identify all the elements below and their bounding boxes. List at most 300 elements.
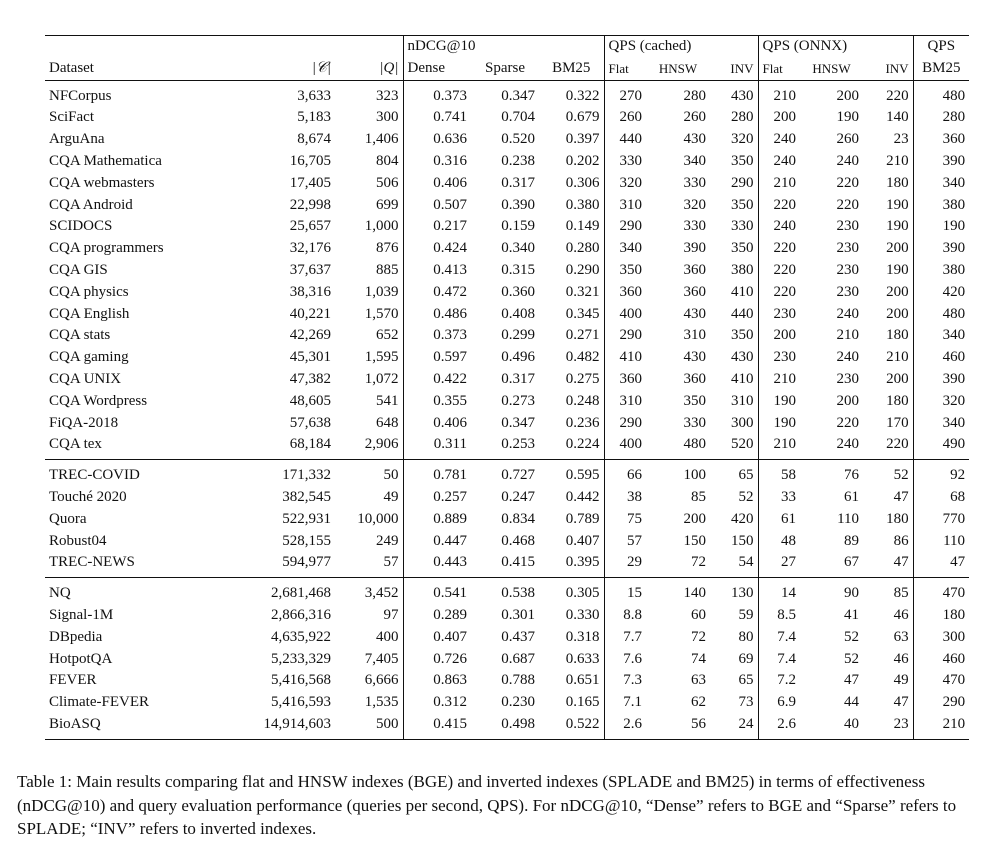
- cell-qps-cached-flat: 57: [604, 531, 646, 553]
- cell-queries: 50: [335, 460, 403, 487]
- cell-corpus-size: 45,301: [289, 349, 331, 366]
- cell-dataset: Touché 2020: [49, 488, 127, 505]
- cell-corpus-size: 22,998: [289, 196, 331, 213]
- cell-qps-cached-hnsw: 430: [683, 349, 707, 366]
- cell-qps-onnx-inv: 210: [886, 349, 909, 366]
- cell-dataset: CQA GIS: [49, 261, 108, 278]
- cell-queries: 10,000: [357, 510, 399, 527]
- cell-ndcg-sparse: 0.437: [501, 628, 535, 645]
- cell-qps-cached-inv: 54: [738, 554, 754, 571]
- cell-qps-cached-inv: 65: [710, 460, 758, 487]
- cell-qps-cached-flat: 7.6: [604, 649, 646, 671]
- cell-qps-cached-flat: 310: [604, 195, 646, 217]
- cell-ndcg-dense: 0.217: [403, 216, 471, 238]
- cell-queries: 7,405: [364, 650, 399, 667]
- cell-qps-cached-inv: 350: [731, 196, 754, 213]
- cell-qps-onnx-flat: 220: [758, 282, 800, 304]
- cell-qps-onnx-flat: 8.5: [758, 605, 800, 627]
- cell-qps-onnx-hnsw: 89: [844, 532, 860, 549]
- cell-qps-onnx-hnsw: 240: [836, 436, 860, 453]
- cell-queries: 648: [376, 414, 399, 431]
- cell-dataset: NQ: [45, 578, 215, 605]
- cell-qps-onnx-inv: 52: [863, 460, 913, 487]
- cell-qps-onnx-flat: 6.9: [758, 692, 800, 714]
- cell-qps-cached-inv: 430: [731, 87, 754, 104]
- cell-ndcg-bm25: 0.395: [565, 554, 600, 571]
- cell-corpus-size: 57,638: [289, 414, 331, 431]
- cell-corpus-size: 37,637: [289, 261, 331, 278]
- cell-queries: 400: [376, 628, 399, 645]
- cell-qps-bm25: 300: [913, 627, 969, 649]
- cell-ndcg-bm25: 0.165: [565, 694, 600, 711]
- cell-qps-onnx-hnsw: 240: [836, 349, 860, 366]
- inv-onnx-column-header: INV: [885, 60, 909, 76]
- cell-qps-cached-inv: 300: [731, 414, 754, 431]
- cell-qps-onnx-inv: 47: [893, 554, 909, 571]
- cell-ndcg-dense: 0.413: [403, 260, 471, 282]
- cell-ndcg-dense: 0.486: [403, 304, 471, 326]
- cell-qps-cached-hnsw: 56: [646, 714, 710, 739]
- cell-qps-onnx-hnsw: 240: [836, 152, 860, 169]
- cell-qps-onnx-inv: 180: [886, 174, 909, 191]
- table-row: [45, 509, 969, 531]
- cell-qps-cached-flat: 290: [604, 216, 646, 238]
- cell-queries: 804: [376, 152, 399, 169]
- cell-qps-onnx-flat: 220: [758, 238, 800, 260]
- cell-ndcg-sparse: 0.230: [501, 694, 535, 711]
- cell-corpus-size: 3,633: [297, 87, 331, 104]
- cell-qps-onnx-flat: 7.2: [758, 670, 800, 692]
- cell-qps-cached-flat: 66: [604, 460, 646, 487]
- cell-qps-onnx-inv: 23: [863, 714, 913, 739]
- cell-qps-bm25: 180: [913, 605, 969, 627]
- cell-qps-onnx-inv: 85: [863, 578, 913, 605]
- cell-dataset: FiQA-2018: [49, 414, 119, 431]
- cell-qps-cached-flat: 290: [604, 325, 646, 347]
- cell-qps-onnx-flat: 220: [758, 195, 800, 217]
- cell-corpus-size: 68,184: [289, 436, 331, 453]
- cell-qps-onnx-inv: 47: [893, 488, 909, 505]
- cell-qps-onnx-hnsw: 44: [844, 694, 860, 711]
- cell-ndcg-sparse: 0.498: [471, 714, 539, 739]
- cell-qps-cached-flat: 310: [604, 391, 646, 413]
- cell-qps-cached-hnsw: 360: [683, 370, 707, 387]
- cell-qps-bm25: 390: [913, 238, 969, 260]
- cell-qps-onnx-flat: 210: [758, 80, 800, 107]
- table-row: [45, 238, 969, 260]
- cell-queries: 1,570: [364, 305, 399, 322]
- cell-qps-cached-inv: 52: [738, 488, 754, 505]
- cell-ndcg-bm25: 0.321: [565, 283, 600, 300]
- cell-qps-cached-hnsw: 260: [683, 109, 707, 126]
- cell-ndcg-dense: 0.406: [403, 413, 471, 435]
- cell-qps-cached-flat: 340: [604, 238, 646, 260]
- cell-qps-onnx-hnsw: 230: [836, 261, 860, 278]
- cell-corpus-size: 17,405: [289, 174, 331, 191]
- table-row: [45, 195, 969, 217]
- cell-qps-cached-hnsw: 360: [683, 261, 707, 278]
- cell-qps-cached-hnsw: 280: [683, 87, 707, 104]
- cell-qps-onnx-hnsw: 230: [836, 370, 860, 387]
- table-row: [45, 282, 969, 304]
- cell-qps-cached-flat: 320: [604, 173, 646, 195]
- cell-ndcg-dense: 0.726: [403, 649, 471, 671]
- cell-qps-cached-inv: 290: [731, 174, 754, 191]
- cell-qps-cached-inv: 310: [731, 392, 754, 409]
- table-row: [45, 434, 969, 459]
- cell-ndcg-bm25: 0.522: [539, 714, 604, 739]
- cell-corpus-size: 25,657: [289, 218, 331, 235]
- table-row: [45, 692, 969, 714]
- cell-ndcg-bm25: 0.380: [565, 196, 600, 213]
- cell-corpus-size: 522,931: [282, 510, 331, 527]
- cell-qps-onnx-inv: 63: [893, 628, 909, 645]
- cell-qps-onnx-inv: 49: [893, 672, 909, 689]
- cell-qps-bm25: 360: [913, 129, 969, 151]
- table-row: [45, 304, 969, 326]
- cell-qps-onnx-flat: 210: [758, 434, 800, 459]
- cell-qps-onnx-hnsw: 230: [836, 218, 860, 235]
- cell-corpus-size: 8,674: [297, 131, 331, 148]
- cell-dataset: CQA programmers: [49, 240, 164, 257]
- cell-ndcg-sparse: 0.496: [501, 349, 535, 366]
- cell-queries: 1,000: [364, 218, 399, 235]
- cell-qps-bm25: 290: [913, 692, 969, 714]
- cell-ndcg-bm25: 0.306: [565, 174, 600, 191]
- cell-qps-onnx-inv: 140: [886, 109, 909, 126]
- cell-qps-onnx-flat: 27: [758, 552, 800, 577]
- cell-ndcg-dense: 0.889: [403, 509, 471, 531]
- cell-queries: 300: [376, 109, 399, 126]
- cell-ndcg-bm25: 0.482: [565, 349, 600, 366]
- cell-ndcg-sparse: 0.301: [501, 606, 535, 623]
- table-group-2: [45, 460, 969, 578]
- cell-queries: 1,072: [364, 370, 399, 387]
- cell-dataset: CQA tex: [49, 436, 102, 453]
- table-caption: [17, 770, 967, 841]
- cell-qps-onnx-hnsw: 260: [836, 131, 860, 148]
- cell-qps-cached-hnsw: 310: [683, 327, 707, 344]
- cell-ndcg-bm25: 0.275: [565, 370, 600, 387]
- cell-qps-onnx-hnsw: 67: [844, 554, 860, 571]
- cell-qps-onnx-hnsw: 41: [844, 606, 860, 623]
- cell-qps-onnx-hnsw: 220: [836, 414, 860, 431]
- cell-ndcg-dense: 0.541: [403, 578, 471, 605]
- cell-ndcg-dense: 0.741: [403, 107, 471, 129]
- table-row: [45, 605, 969, 627]
- cell-queries: 49: [383, 488, 399, 505]
- cell-qps-cached-inv: 150: [731, 532, 754, 549]
- cell-qps-onnx-inv: 190: [886, 261, 909, 278]
- cell-qps-cached-inv: 380: [731, 261, 754, 278]
- qps-onnx-group-header: QPS (ONNX): [758, 36, 913, 58]
- cell-corpus-size: 16,705: [289, 152, 331, 169]
- cell-qps-cached-hnsw: 62: [691, 694, 707, 711]
- cell-qps-cached-hnsw: 330: [683, 218, 707, 235]
- cell-qps-onnx-hnsw: 61: [844, 488, 860, 505]
- cell-dataset: Quora: [49, 510, 87, 527]
- cell-qps-bm25: 340: [913, 413, 969, 435]
- cell-dataset: CQA Wordpress: [49, 392, 148, 409]
- cell-qps-onnx-inv: 200: [886, 305, 909, 322]
- cell-qps-onnx-inv: 180: [886, 327, 909, 344]
- cell-ndcg-bm25: 0.330: [565, 606, 600, 623]
- cell-qps-cached-hnsw: 60: [691, 606, 707, 623]
- cell-qps-onnx-flat: 7.4: [758, 627, 800, 649]
- cell-qps-onnx-inv: 220: [886, 87, 909, 104]
- cell-qps-onnx-flat: 61: [758, 509, 800, 531]
- cell-qps-cached-hnsw: 200: [683, 510, 707, 527]
- cell-qps-cached-inv: 440: [731, 305, 754, 322]
- cell-ndcg-sparse: 0.238: [501, 152, 535, 169]
- cell-qps-cached-flat: 75: [604, 509, 646, 531]
- cell-corpus-size: 4,635,922: [271, 628, 331, 645]
- cell-corpus-size: 42,269: [289, 327, 331, 344]
- cell-ndcg-bm25: 0.397: [565, 131, 600, 148]
- cell-dataset: FEVER: [49, 672, 97, 689]
- cell-qps-cached-flat: 270: [604, 80, 646, 107]
- cell-qps-onnx-hnsw: 210: [836, 327, 860, 344]
- cell-qps-cached-hnsw: 330: [683, 174, 707, 191]
- table-row: [45, 531, 969, 553]
- cell-qps-cached-flat: 330: [604, 151, 646, 173]
- cell-queries: 2,906: [364, 436, 399, 453]
- cell-ndcg-sparse: 0.360: [501, 283, 535, 300]
- cell-dataset: DBpedia: [49, 628, 103, 645]
- cell-ndcg-bm25: 0.224: [565, 436, 600, 453]
- cell-qps-cached-inv: 130: [710, 578, 758, 605]
- table-row: [45, 670, 969, 692]
- cell-ndcg-bm25: 0.407: [565, 532, 600, 549]
- cell-qps-onnx-inv: 200: [886, 240, 909, 257]
- cell-ndcg-sparse: 0.415: [501, 554, 535, 571]
- header-row-groups: [45, 36, 969, 58]
- cell-ndcg-sparse: 0.538: [471, 578, 539, 605]
- cell-qps-cached-inv: 350: [731, 152, 754, 169]
- ndcg-group-header: nDCG@10: [403, 36, 604, 58]
- cell-ndcg-sparse: 0.390: [501, 196, 535, 213]
- cell-ndcg-bm25: 0.322: [565, 87, 600, 104]
- flat-cached-column-header: Flat: [604, 58, 646, 80]
- cell-ndcg-dense: 0.355: [403, 391, 471, 413]
- table-row: [45, 80, 969, 107]
- cell-qps-onnx-inv: 46: [893, 606, 909, 623]
- cell-ndcg-sparse: 0.299: [501, 327, 535, 344]
- cell-qps-cached-hnsw: 430: [683, 305, 707, 322]
- cell-dataset: CQA webmasters: [49, 174, 155, 191]
- cell-queries: 3,452: [335, 578, 403, 605]
- table-row: [45, 260, 969, 282]
- cell-qps-onnx-flat: 230: [758, 304, 800, 326]
- cell-qps-onnx-flat: 240: [758, 151, 800, 173]
- cell-qps-cached-inv: 430: [731, 349, 754, 366]
- cell-corpus-size: 5,416,568: [271, 672, 331, 689]
- cell-qps-bm25: 110: [913, 531, 969, 553]
- cell-qps-cached-inv: 420: [731, 510, 754, 527]
- hnsw-onnx-column-header: HNSW: [812, 60, 851, 76]
- cell-queries: 57: [383, 554, 399, 571]
- cell-qps-onnx-inv: 180: [886, 392, 909, 409]
- cell-dataset: Signal-1M: [49, 606, 114, 623]
- cell-qps-cached-flat: 360: [604, 369, 646, 391]
- cell-ndcg-dense: 0.415: [403, 714, 471, 739]
- cell-qps-bm25: 190: [913, 216, 969, 238]
- cell-queries: 885: [376, 261, 399, 278]
- cell-ndcg-bm25: 0.633: [565, 650, 600, 667]
- cell-ndcg-sparse: 0.340: [501, 240, 535, 257]
- cell-qps-onnx-hnsw: 240: [836, 305, 860, 322]
- cell-corpus-size: 5,183: [297, 109, 331, 126]
- table-row: [45, 369, 969, 391]
- cell-qps-onnx-flat: 240: [758, 129, 800, 151]
- table-row: [45, 347, 969, 369]
- cell-ndcg-dense: 0.406: [403, 173, 471, 195]
- cell-qps-onnx-flat: 2.6: [758, 714, 800, 739]
- qps-bm25-header-bottom: BM25: [913, 58, 969, 80]
- cell-queries: 506: [376, 174, 399, 191]
- cell-qps-bm25: 480: [913, 80, 969, 107]
- cell-qps-cached-inv: 280: [731, 109, 754, 126]
- cell-queries: 652: [376, 327, 399, 344]
- cell-dataset: CQA Android: [49, 196, 133, 213]
- cell-qps-onnx-inv: 180: [886, 510, 909, 527]
- cell-dataset: NFCorpus: [49, 87, 112, 104]
- cell-ndcg-dense: 0.636: [403, 129, 471, 151]
- hnsw-cached-column-header: HNSW: [658, 60, 698, 76]
- cell-ndcg-dense: 0.316: [403, 151, 471, 173]
- cell-ndcg-dense: 0.472: [403, 282, 471, 304]
- cell-qps-cached-flat: 8.8: [604, 605, 646, 627]
- cell-ndcg-dense: 0.781: [403, 460, 471, 487]
- cell-ndcg-sparse: 0.408: [501, 305, 535, 322]
- cell-qps-cached-inv: 350: [731, 327, 754, 344]
- cell-queries: 876: [376, 240, 399, 257]
- table-row: [45, 460, 969, 487]
- cell-corpus-size: 528,155: [282, 532, 331, 549]
- cell-corpus-size: 40,221: [289, 305, 331, 322]
- cell-qps-cached-inv: 80: [738, 628, 754, 645]
- results-table: [45, 35, 969, 740]
- cell-qps-onnx-inv: 170: [886, 414, 909, 431]
- cell-ndcg-dense: 0.863: [403, 670, 471, 692]
- table-row: [45, 714, 969, 739]
- cell-corpus-size: 14,914,603: [215, 714, 335, 739]
- cell-qps-cached-flat: 400: [604, 434, 646, 459]
- cell-qps-cached-hnsw: 74: [691, 650, 707, 667]
- cell-qps-cached-hnsw: 330: [683, 414, 707, 431]
- bm25-column-header: BM25: [552, 59, 591, 76]
- cell-qps-onnx-inv: 23: [893, 131, 909, 148]
- cell-corpus-size: 5,416,593: [271, 694, 331, 711]
- cell-qps-bm25: 340: [913, 325, 969, 347]
- cell-ndcg-dense: 0.257: [403, 487, 471, 509]
- cell-qps-onnx-hnsw: 200: [836, 87, 860, 104]
- cell-dataset: Climate-FEVER: [49, 694, 149, 711]
- table-row: [45, 578, 969, 605]
- cell-ndcg-dense: 0.373: [403, 80, 471, 107]
- results-table-container: [45, 35, 966, 740]
- cell-queries: 1,595: [364, 349, 399, 366]
- cell-qps-bm25: 470: [913, 670, 969, 692]
- cell-qps-cached-hnsw: 350: [683, 392, 707, 409]
- cell-qps-bm25: 92: [913, 460, 969, 487]
- cell-qps-onnx-hnsw: 76: [800, 460, 863, 487]
- cell-qps-cached-flat: 260: [604, 107, 646, 129]
- cell-qps-onnx-flat: 7.4: [758, 649, 800, 671]
- cell-ndcg-bm25: 0.651: [565, 672, 600, 689]
- table-row: [45, 487, 969, 509]
- cell-ndcg-bm25: 0.149: [565, 218, 600, 235]
- cell-corpus-size: 594,977: [282, 554, 331, 571]
- cell-ndcg-sparse: 0.687: [501, 650, 535, 667]
- cell-corpus-size: 5,233,329: [271, 650, 331, 667]
- corpus-size-column-header: |𝒞|: [311, 59, 331, 76]
- cell-ndcg-sparse: 0.468: [501, 532, 535, 549]
- cell-ndcg-sparse: 0.247: [501, 488, 535, 505]
- cell-qps-onnx-hnsw: 110: [837, 510, 860, 527]
- cell-ndcg-bm25: 0.595: [539, 460, 604, 487]
- cell-qps-onnx-flat: 190: [758, 391, 800, 413]
- cell-ndcg-bm25: 0.345: [565, 305, 600, 322]
- cell-ndcg-bm25: 0.202: [565, 152, 600, 169]
- qps-bm25-header-top: QPS: [913, 36, 969, 58]
- cell-ndcg-bm25: 0.236: [565, 414, 600, 431]
- cell-qps-cached-hnsw: 150: [683, 532, 707, 549]
- cell-ndcg-dense: 0.447: [403, 531, 471, 553]
- cell-qps-bm25: 340: [913, 173, 969, 195]
- cell-qps-onnx-flat: 230: [758, 347, 800, 369]
- cell-qps-onnx-inv: 190: [886, 218, 909, 235]
- qps-cached-group-header: QPS (cached): [604, 36, 758, 58]
- table-row: [45, 649, 969, 671]
- cell-ndcg-bm25: 0.318: [565, 628, 600, 645]
- cell-ndcg-dense: 0.289: [403, 605, 471, 627]
- cell-dataset: CQA stats: [49, 327, 111, 344]
- cell-dataset: CQA UNIX: [49, 370, 122, 387]
- cell-qps-cached-inv: 350: [731, 240, 754, 257]
- table-row: [45, 325, 969, 347]
- cell-dataset: CQA English: [49, 305, 130, 322]
- cell-qps-cached-flat: 350: [604, 260, 646, 282]
- cell-ndcg-bm25: 0.679: [565, 109, 600, 126]
- cell-corpus-size: 382,545: [282, 488, 331, 505]
- cell-qps-cached-hnsw: 72: [691, 628, 707, 645]
- cell-qps-cached-inv: 24: [710, 714, 758, 739]
- cell-ndcg-sparse: 0.520: [501, 131, 535, 148]
- cell-ndcg-dense: 0.597: [403, 347, 471, 369]
- cell-qps-bm25: 490: [913, 434, 969, 459]
- cell-ndcg-sparse: 0.347: [501, 87, 535, 104]
- cell-qps-cached-flat: 290: [604, 413, 646, 435]
- cell-qps-cached-inv: 65: [738, 672, 754, 689]
- cell-qps-bm25: 320: [913, 391, 969, 413]
- cell-qps-cached-flat: 400: [604, 304, 646, 326]
- cell-qps-onnx-inv: 200: [886, 370, 909, 387]
- cell-qps-onnx-flat: 220: [758, 260, 800, 282]
- cell-dataset: TREC-NEWS: [49, 554, 135, 571]
- cell-qps-onnx-hnsw: 40: [800, 714, 863, 739]
- cell-qps-onnx-hnsw: 52: [844, 628, 860, 645]
- cell-queries: 323: [376, 87, 399, 104]
- cell-qps-cached-flat: 38: [604, 487, 646, 509]
- cell-ndcg-dense: 0.422: [403, 369, 471, 391]
- cell-dataset: ArguAna: [49, 131, 105, 148]
- cell-ndcg-sparse: 0.704: [501, 109, 535, 126]
- cell-qps-cached-inv: 330: [731, 218, 754, 235]
- cell-qps-cached-hnsw: 140: [646, 578, 710, 605]
- cell-qps-cached-flat: 15: [604, 578, 646, 605]
- cell-qps-onnx-flat: 240: [758, 216, 800, 238]
